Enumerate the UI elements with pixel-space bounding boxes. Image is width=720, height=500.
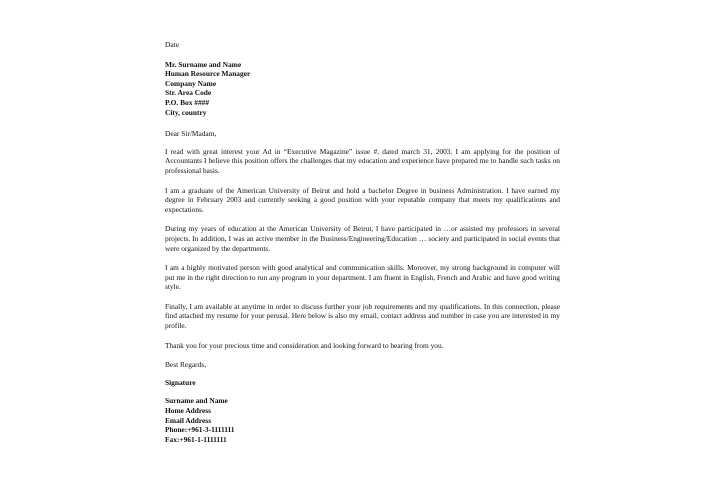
sender-phone: Phone:+961-3-1111111 <box>165 425 235 435</box>
closing-phrase: Best Regards, <box>165 360 207 370</box>
sender-contact-block <box>165 396 560 444</box>
body-paragraph: During my years of education at the American University of Beirut, I have participated in …or assisted my professors in several projects. In addition, I was an active member in the Business/Engineering/Education … society and participated in social events that were organized by the departments. <box>165 224 560 253</box>
body-paragraph: I am a highly motivated person with good analytical and communication skills. Moreover, my strong background in computer will put me in the right direction to run any program in your department. I am fluent in English, French and Arabic and have good writing style. <box>165 263 560 292</box>
salutation: Dear Sir/Madam, <box>165 129 217 139</box>
recipient-city: City, country <box>165 107 207 117</box>
letter-date: Date <box>165 40 179 49</box>
sender-fax: Fax:+961-1-1111111 <box>165 434 227 444</box>
signature-line: Signature <box>165 377 196 387</box>
sender-name: Surname and Name <box>165 396 228 406</box>
body-paragraph: I read with great interest your Ad in “Executive Magazine” issue #, dated march 31, 2003. I am applying for the position of Accountants I believe this position offers the challenges that my education and experience have prepared me to handle such tasks on professional basis. <box>165 146 560 175</box>
recipient-name: Mr. Surname and Name <box>165 59 242 69</box>
sender-email: Email Address <box>165 415 212 425</box>
body-paragraph: Finally, I am available at anytime in order to discuss further your job requirements and my qualifications. In this connection, please find attached my resume for your perusal. Here below is also my email, contact address and number in case you are interested in my profile. <box>165 301 560 331</box>
body-paragraph: I am a graduate of the American University of Beirut and hold a bachelor Degree in business Administration. I have earned my degree in February 2003 and currently seeking a good position with your reputable company that meets my qualifications and expectations. <box>165 185 560 214</box>
recipient-po-box: P.O. Box #### <box>165 97 210 107</box>
recipient-street: Str. Area Code <box>165 88 212 98</box>
recipient-company: Company Name <box>165 78 217 88</box>
recipient-address-block <box>165 60 560 118</box>
body-paragraph: Thank you for your precious time and consideration and looking forward to hearing from you. <box>165 340 444 350</box>
cover-letter <box>165 40 560 444</box>
recipient-title: Human Resource Manager <box>165 69 251 79</box>
sender-home-address: Home Address <box>165 406 212 416</box>
